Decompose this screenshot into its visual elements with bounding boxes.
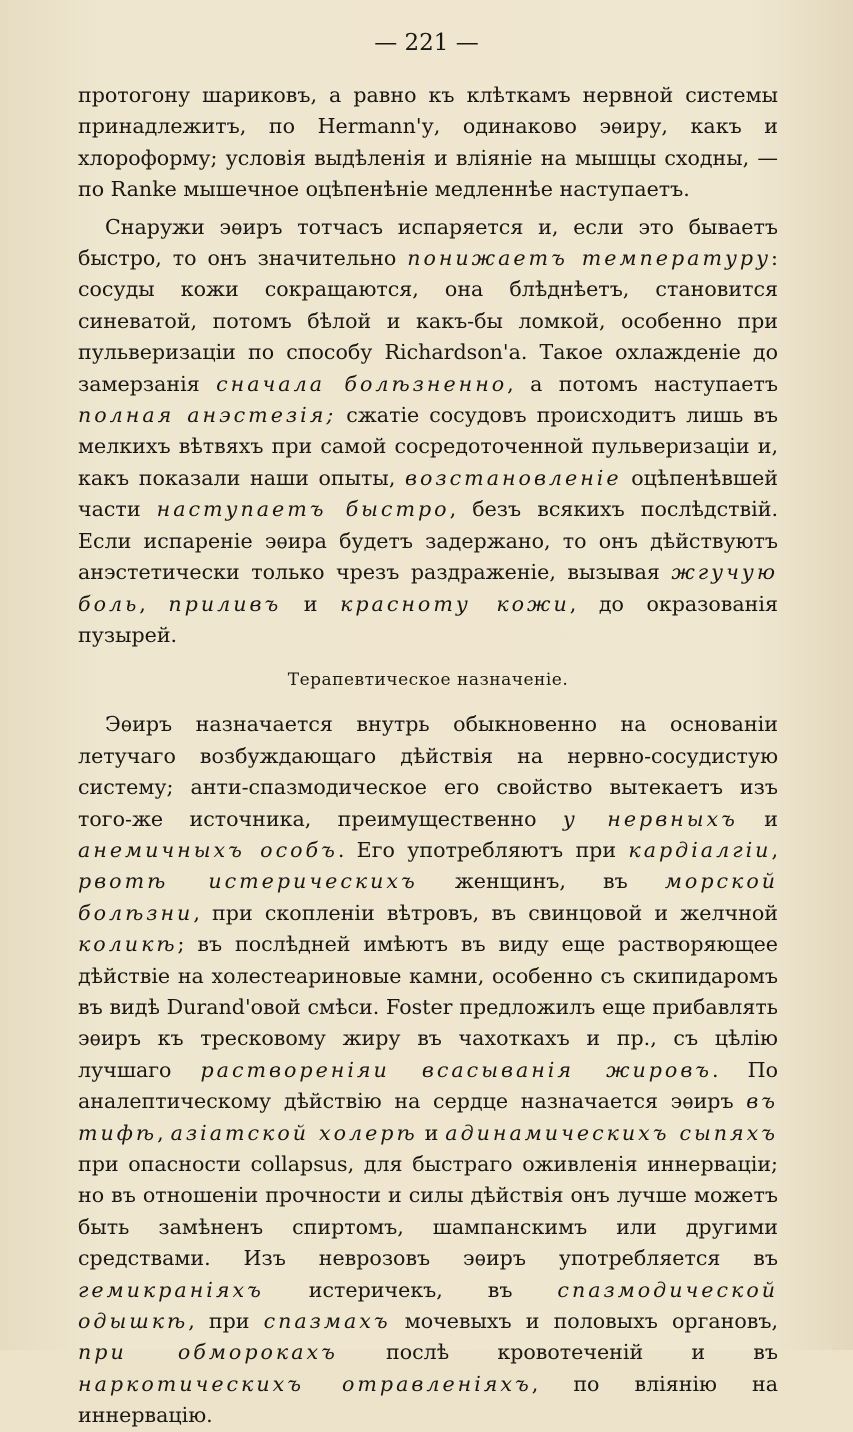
text-run: оцѣпенѣвшей части — [78, 465, 778, 522]
text-run: , — [157, 1120, 171, 1145]
text-run: , по вліянію на иннервацію. — [78, 1371, 778, 1428]
text-run: . Его употребляютъ при — [337, 837, 629, 862]
text-run: Эѳиръ назначается внутрь обыкновенно на основаніи летучаго возбуждающаго дѣйствія на нервно-сосудистую систему; анти-спазмодическое его свойство вытекаетъ изъ того-же источника, преимущественно — [78, 712, 778, 831]
emphasis: гемикраніяхъ — [78, 1277, 264, 1302]
text-run: , безъ всякихъ послѣдствій. Если испареніе эѳира будетъ задержано, то онъ дѣйствуютъ анэстетически только чрезъ раздраженіе, вызывая — [78, 497, 778, 585]
emphasis: азіатской холерѣ — [170, 1120, 418, 1145]
body-text — [78, 80, 778, 1432]
text-run: , при скопленіи вѣтровъ, въ свинцовой и желчной — [193, 900, 778, 925]
emphasis: наступаетъ быстро — [156, 497, 450, 522]
text-run: послѣ кровотеченій и въ — [337, 1340, 778, 1365]
section-heading: Терапевтическое назначеніе. — [287, 670, 569, 691]
emphasis: при обморокахъ — [78, 1340, 338, 1365]
text-run: , до окразованія пузырей. — [78, 591, 778, 647]
paragraph-therapeutic — [78, 709, 778, 1431]
text-run: ; въ послѣдней имѣютъ въ виду еще растворяющее дѣйствіе на холестеариновые камни, особенно съ скипидаромъ въ видѣ Durand'овой смѣси. Foster предложилъ еще прибавлять эѳиръ къ тресковому жиру въ чахоткахъ и пр., съ цѣлію лучшаго — [78, 932, 778, 1082]
emphasis: спазмодической одышкѣ — [78, 1277, 778, 1334]
text-run: , а потомъ наступаетъ — [507, 371, 778, 396]
paragraph-continuation — [78, 80, 778, 206]
emphasis: анемичныхъ особъ — [78, 837, 338, 862]
emphasis: жгучую боль — [78, 560, 778, 616]
emphasis: спазмахъ — [263, 1309, 391, 1334]
text-run: . По аналептическому дѣйствію на сердце назначается эѳиръ — [78, 1057, 779, 1114]
text-run: истеричекъ, въ — [263, 1277, 558, 1302]
emphasis: у нервныхъ — [562, 806, 738, 831]
text-run: и — [737, 806, 778, 831]
text-run: Снаружи эѳиръ тотчасъ испаряется и, если это бываетъ быстро, то онъ значительно — [78, 214, 778, 271]
emphasis: кардіалгіи — [628, 837, 772, 862]
page-number: — 221 — — [374, 30, 479, 56]
paragraph-external-action — [78, 212, 778, 652]
text-run: , при — [188, 1309, 264, 1334]
text-run: и — [417, 1120, 446, 1145]
emphasis: раствореніяи всасыванія жировъ — [200, 1057, 713, 1082]
emphasis: приливъ — [168, 591, 282, 616]
text-run: : сосуды кожи сокращаются, она блѣднѣетъ, становится синеватой, потомъ бѣлой и какъ-бы ломкой, особенно при пульверизаціи по способу Richardson'a. Такое охлажденіе до замерзанія — [78, 246, 778, 396]
emphasis: красноту кожи — [340, 591, 570, 616]
text-run: мочевыхъ и половыхъ органовъ, — [390, 1309, 779, 1334]
emphasis: сначала болѣзненно — [216, 371, 508, 396]
emphasis: морской болѣзни — [78, 869, 778, 925]
text-run: , — [771, 837, 778, 862]
emphasis: рвотѣ истерическихъ — [78, 869, 418, 894]
text-run: протогону шариковъ, а равно къ клѣткамъ нервной системы принадлежитъ, по Hermann'у, одинаково эѳиру, какъ и хлороформу; условія выдѣленія и вліяніе на мышцы сходны, — по Ranke мышечное оцѣпенѣніе медленнѣе наступаетъ. — [78, 83, 778, 202]
emphasis: понижаетъ температуру — [407, 246, 772, 271]
text-run: женщинъ, въ — [417, 869, 665, 894]
emphasis: возстановленіе — [405, 465, 622, 490]
emphasis: коликѣ — [78, 932, 178, 957]
text-run: , — [139, 591, 169, 616]
emphasis: въ тифѣ — [78, 1089, 778, 1145]
emphasis: полная анэстезія; — [78, 403, 337, 428]
emphasis: наркотическихъ отравленіяхъ — [78, 1371, 532, 1396]
text-run: и — [281, 591, 341, 616]
text-run: сжатіе сосудовъ происходитъ лишь въ мелкихъ вѣтвяхъ при самой сосредоточенной пульверизаціи и, какъ показали наши опыты, — [78, 403, 778, 490]
text-run: при опасности collapsus, для быстраго оживленія иннерваціи; но въ отношеніи прочности и силы дѣйствія онъ лучше можетъ быть замѣненъ спиртомъ, шампанскимъ или другими средствами. Изъ неврозовъ эѳиръ употребляется въ — [78, 1152, 778, 1271]
emphasis: адинамическихъ сыпяхъ — [445, 1120, 779, 1145]
